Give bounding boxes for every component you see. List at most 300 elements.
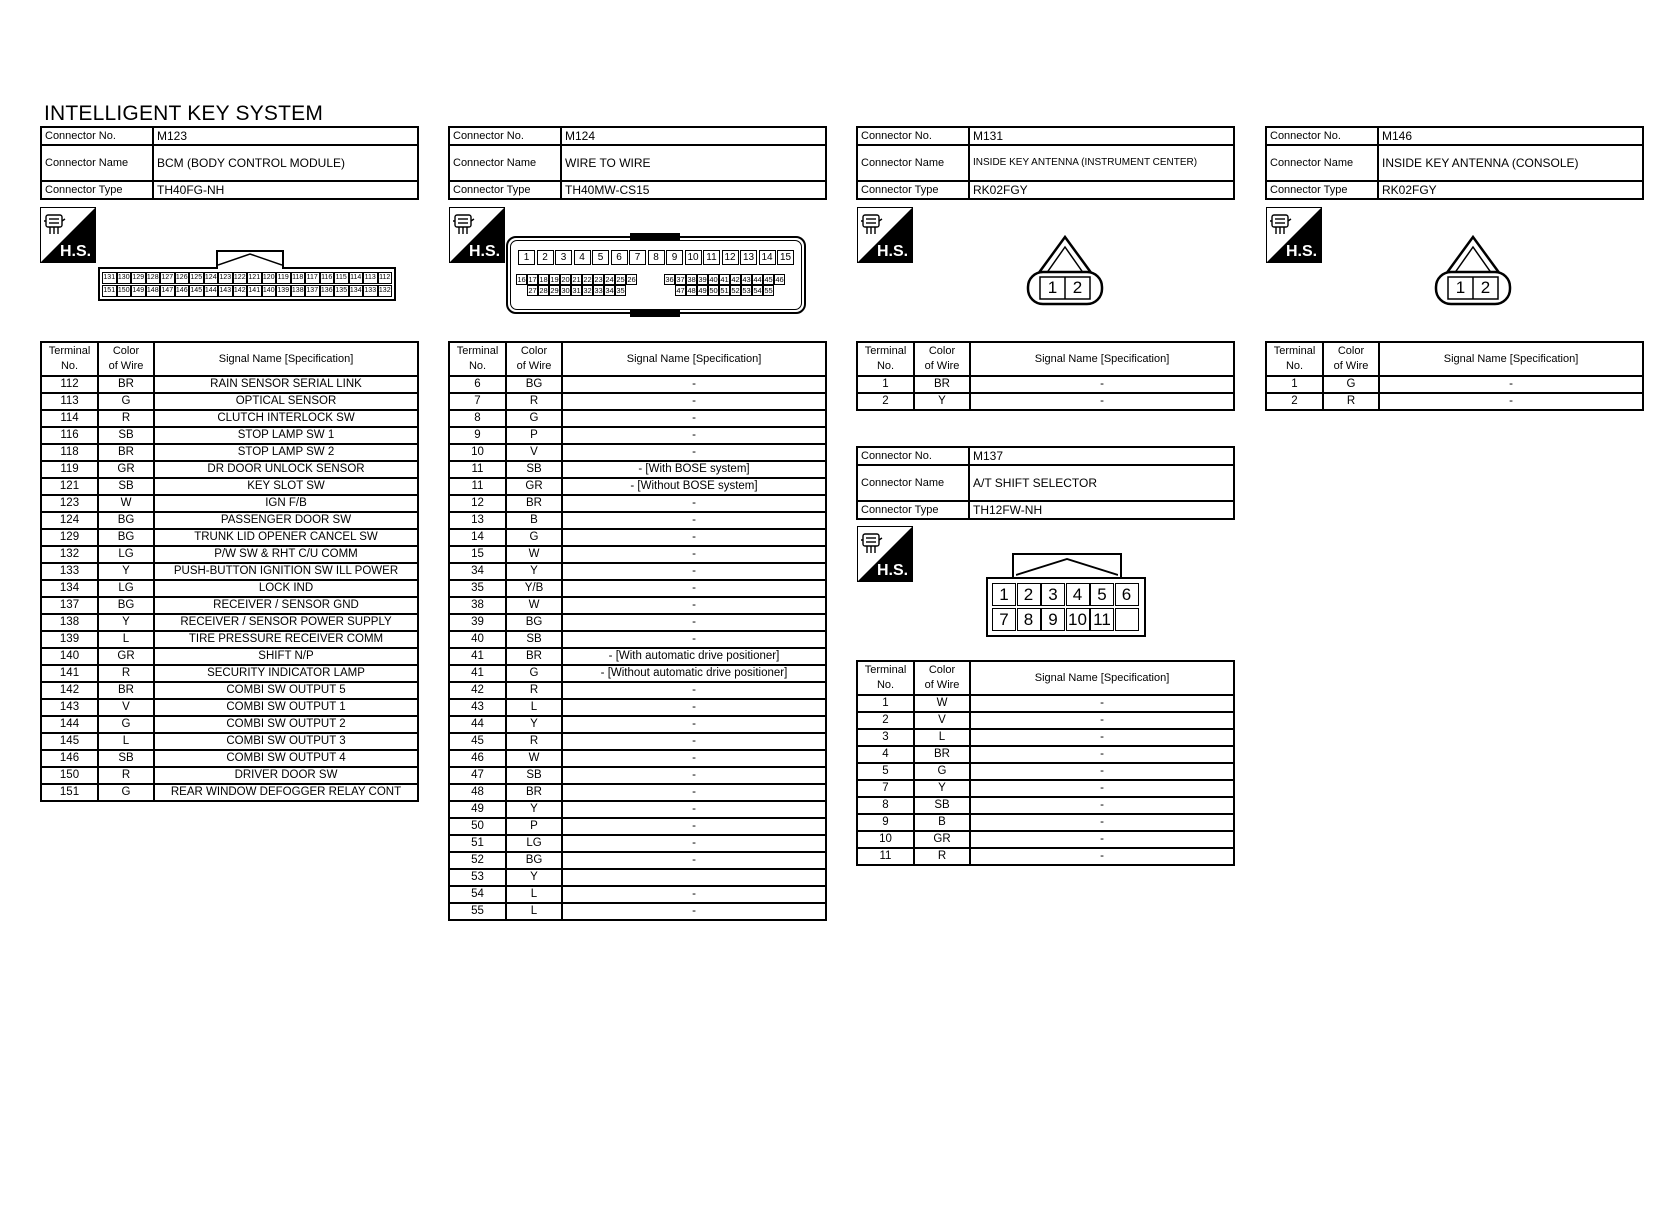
table-row — [449, 665, 826, 682]
signal-name-header: Signal Name [Specification] — [562, 342, 826, 376]
signal-name-cell: - [With automatic drive positioner] — [562, 648, 826, 665]
wire-color-cell: L — [98, 733, 154, 750]
signal-name-cell: - — [562, 903, 826, 920]
signal-name-header: Signal Name [Specification] — [970, 661, 1234, 695]
signal-name-cell: IGN F/B — [154, 495, 418, 512]
wire-color-cell: B — [506, 512, 562, 529]
terminal-no-cell: 11 — [449, 461, 506, 478]
connector-no-value: M124 — [561, 127, 826, 145]
connector-face-m146 — [1434, 234, 1512, 306]
terminal-table-m123 — [40, 341, 419, 802]
wire-color-cell: SB — [506, 461, 562, 478]
pin-cell: 3 — [1041, 583, 1065, 606]
wire-color-cell: R — [98, 767, 154, 784]
table-row — [41, 546, 418, 563]
terminal-no-cell: 1 — [857, 695, 914, 712]
hs-badge-icon — [449, 207, 505, 263]
wire-color-cell: SB — [506, 767, 562, 784]
wire-color-cell: BG — [98, 597, 154, 614]
table-row — [41, 376, 418, 393]
terminal-no-cell: 52 — [449, 852, 506, 869]
pin-cell: 4 — [1066, 583, 1090, 606]
pin-cell: 121 — [247, 272, 262, 284]
table-row — [449, 682, 826, 699]
wire-color-cell: GR — [98, 648, 154, 665]
terminal-no-cell: 141 — [41, 665, 98, 682]
connector-name-label: Connector Name — [449, 145, 561, 181]
connector-type-value: TH40MW-CS15 — [561, 181, 826, 199]
pin-cell: 122 — [233, 272, 248, 284]
terminal-table-m131 — [856, 341, 1235, 411]
pin-cell: 1 — [992, 583, 1016, 606]
connector-name-label: Connector Name — [857, 465, 969, 501]
table-row — [41, 461, 418, 478]
table-row — [449, 750, 826, 767]
wire-color-header: Color of Wire — [914, 342, 970, 376]
wire-color-cell: G — [914, 763, 970, 780]
wire-color-cell: R — [506, 682, 562, 699]
table-row — [857, 729, 1234, 746]
table-row — [41, 478, 418, 495]
pin-cell: 22 — [583, 275, 592, 284]
wire-color-cell: G — [506, 410, 562, 427]
wire-color-cell: V — [506, 444, 562, 461]
table-row — [857, 393, 1234, 410]
table-row — [449, 784, 826, 801]
wire-color-cell: G — [98, 393, 154, 410]
pin-cell: 14 — [759, 250, 776, 265]
pin-cell: 140 — [262, 285, 277, 297]
table-row — [449, 733, 826, 750]
terminal-no-cell: 138 — [41, 614, 98, 631]
table-row — [857, 848, 1234, 865]
terminal-no-cell: 116 — [41, 427, 98, 444]
terminal-no-cell: 5 — [857, 763, 914, 780]
table-row — [449, 869, 826, 886]
wire-color-cell: G — [506, 665, 562, 682]
connector-type-value: TH12FW-NH — [969, 501, 1234, 519]
pin-cell: 142 — [233, 285, 248, 297]
pin-cell: 141 — [247, 285, 262, 297]
terminal-no-cell: 38 — [449, 597, 506, 614]
pin-cell: 29 — [550, 286, 559, 295]
wire-color-cell: P — [506, 427, 562, 444]
table-row — [449, 767, 826, 784]
pin-cell: 47 — [676, 286, 685, 295]
pin-cell: 120 — [262, 272, 277, 284]
pin-cell: 18 — [539, 275, 548, 284]
connector-name-value: WIRE TO WIRE — [561, 145, 826, 181]
terminal-no-cell: 145 — [41, 733, 98, 750]
signal-name-cell: - [With BOSE system] — [562, 461, 826, 478]
wire-color-cell: L — [506, 886, 562, 903]
pin-cell: 37 — [676, 275, 685, 284]
wire-color-cell: L — [506, 903, 562, 920]
signal-name-cell: LOCK IND — [154, 580, 418, 597]
terminal-no-cell: 1 — [1266, 376, 1323, 393]
hs-badge-icon — [857, 526, 913, 582]
wire-color-cell: BG — [506, 614, 562, 631]
table-row — [449, 563, 826, 580]
hs-badge-icon — [1266, 207, 1322, 263]
table-row — [449, 852, 826, 869]
terminal-no-cell: 48 — [449, 784, 506, 801]
table-row — [41, 716, 418, 733]
connector-info-m146 — [1265, 126, 1644, 200]
pin-cell: 15 — [777, 250, 794, 265]
signal-name-cell: - — [562, 393, 826, 410]
signal-name-cell: CLUTCH INTERLOCK SW — [154, 410, 418, 427]
connector-info-m124 — [448, 126, 827, 200]
terminal-no-cell: 124 — [41, 512, 98, 529]
table-row — [449, 410, 826, 427]
signal-name-cell: REAR WINDOW DEFOGGER RELAY CONT — [154, 784, 418, 801]
connector-type-label: Connector Type — [857, 501, 969, 519]
wire-color-cell: L — [98, 631, 154, 648]
pin-cell: 31 — [572, 286, 581, 295]
table-row — [449, 597, 826, 614]
terminal-no-cell: 49 — [449, 801, 506, 818]
pin-cell: 114 — [349, 272, 364, 284]
terminal-no-cell: 113 — [41, 393, 98, 410]
signal-name-cell: - — [562, 818, 826, 835]
terminal-no-cell: 112 — [41, 376, 98, 393]
signal-name-cell: - — [970, 695, 1234, 712]
pin-cell: 132 — [378, 285, 393, 297]
connector-no-value: M137 — [969, 447, 1234, 465]
pin-cell: 11 — [1090, 608, 1114, 631]
signal-name-cell: P/W SW & RHT C/U COMM — [154, 546, 418, 563]
pin-cell: 25 — [616, 275, 625, 284]
wire-color-cell: SB — [98, 478, 154, 495]
table-row — [41, 750, 418, 767]
signal-name-cell: - — [562, 784, 826, 801]
connector-no-label: Connector No. — [857, 127, 969, 145]
terminal-no-cell: 142 — [41, 682, 98, 699]
terminal-no-cell: 2 — [857, 712, 914, 729]
pin-cell: 21 — [572, 275, 581, 284]
terminal-no-header: Terminal No. — [41, 342, 98, 376]
pin-cell: 35 — [616, 286, 625, 295]
pin-cell: 5 — [592, 250, 609, 265]
signal-name-cell — [562, 869, 826, 886]
pin-cell: 11 — [703, 250, 720, 265]
terminal-no-cell: 41 — [449, 648, 506, 665]
terminal-no-cell: 14 — [449, 529, 506, 546]
terminal-no-cell: 53 — [449, 869, 506, 886]
signal-name-cell: - — [970, 729, 1234, 746]
signal-name-cell: - — [562, 852, 826, 869]
signal-name-cell: - — [562, 733, 826, 750]
pin-cell: 38 — [687, 275, 696, 284]
table-row — [449, 444, 826, 461]
wire-color-cell: BR — [506, 495, 562, 512]
signal-name-cell: TIRE PRESSURE RECEIVER COMM — [154, 631, 418, 648]
pin-cell: 41 — [720, 275, 729, 284]
pin-label: 2 — [1480, 278, 1491, 297]
table-row — [857, 797, 1234, 814]
terminal-no-cell: 2 — [857, 393, 914, 410]
terminal-no-cell: 2 — [1266, 393, 1323, 410]
terminal-no-cell: 123 — [41, 495, 98, 512]
wire-color-cell: Y — [506, 716, 562, 733]
pin-cell: 129 — [131, 272, 146, 284]
wire-color-cell: LG — [98, 580, 154, 597]
table-row — [1266, 393, 1643, 410]
signal-name-cell: - — [562, 376, 826, 393]
signal-name-cell: COMBI SW OUTPUT 1 — [154, 699, 418, 716]
signal-name-cell: - — [1379, 393, 1643, 410]
signal-name-cell: - — [562, 886, 826, 903]
signal-name-cell: COMBI SW OUTPUT 3 — [154, 733, 418, 750]
table-row — [449, 716, 826, 733]
wire-color-cell: LG — [506, 835, 562, 852]
terminal-no-cell: 150 — [41, 767, 98, 784]
connector-name-value: BCM (BODY CONTROL MODULE) — [153, 145, 418, 181]
pin-cell: 34 — [605, 286, 614, 295]
wire-color-cell: GR — [98, 461, 154, 478]
terminal-no-cell: 134 — [41, 580, 98, 597]
signal-name-cell: SECURITY INDICATOR LAMP — [154, 665, 418, 682]
wire-color-cell: G — [98, 716, 154, 733]
wire-color-cell: B — [914, 814, 970, 831]
table-row — [41, 410, 418, 427]
pin-label: 2 — [1072, 278, 1083, 297]
wire-color-cell: L — [506, 699, 562, 716]
signal-name-cell: COMBI SW OUTPUT 4 — [154, 750, 418, 767]
signal-name-cell: DRIVER DOOR SW — [154, 767, 418, 784]
pin-cell: 130 — [117, 272, 132, 284]
pin-cell: 113 — [363, 272, 378, 284]
table-row — [449, 614, 826, 631]
pin-cell: 137 — [305, 285, 320, 297]
pin-cell: 45 — [764, 275, 773, 284]
pin-cell: 128 — [146, 272, 161, 284]
signal-name-cell: - — [562, 750, 826, 767]
terminal-no-cell: 139 — [41, 631, 98, 648]
pin-cell: 124 — [204, 272, 219, 284]
signal-name-cell: - — [562, 580, 826, 597]
wire-color-cell: BG — [506, 852, 562, 869]
terminal-no-cell: 9 — [449, 427, 506, 444]
connector-no-value: M131 — [969, 127, 1234, 145]
pin-cell: 131 — [102, 272, 117, 284]
connector-no-label: Connector No. — [857, 447, 969, 465]
pin-cell: 127 — [160, 272, 175, 284]
page-title: INTELLIGENT KEY SYSTEM — [44, 102, 324, 125]
table-row — [857, 746, 1234, 763]
pin-cell: 10 — [685, 250, 702, 265]
pin-cell: 42 — [731, 275, 740, 284]
pin-cell: 49 — [698, 286, 707, 295]
table-row — [449, 529, 826, 546]
table-row — [41, 784, 418, 801]
terminal-no-cell: 54 — [449, 886, 506, 903]
pin-cell: 55 — [764, 286, 773, 295]
wire-color-cell: G — [98, 784, 154, 801]
wire-color-cell: SB — [98, 750, 154, 767]
terminal-no-cell: 114 — [41, 410, 98, 427]
table-row — [41, 699, 418, 716]
signal-name-cell: - — [970, 780, 1234, 797]
terminal-no-cell: 10 — [857, 831, 914, 848]
signal-name-cell: PASSENGER DOOR SW — [154, 512, 418, 529]
table-row — [857, 780, 1234, 797]
signal-name-cell: RECEIVER / SENSOR POWER SUPPLY — [154, 614, 418, 631]
terminal-no-cell: 9 — [857, 814, 914, 831]
terminal-no-cell: 15 — [449, 546, 506, 563]
terminal-no-cell: 11 — [857, 848, 914, 865]
wire-color-cell: V — [98, 699, 154, 716]
terminal-no-cell: 129 — [41, 529, 98, 546]
hs-badge-icon — [857, 207, 913, 263]
terminal-no-header: Terminal No. — [1266, 342, 1323, 376]
pin-cell: 8 — [1017, 608, 1041, 631]
table-row — [41, 495, 418, 512]
signal-name-cell: STOP LAMP SW 1 — [154, 427, 418, 444]
signal-name-cell: - — [562, 444, 826, 461]
terminal-no-cell: 144 — [41, 716, 98, 733]
pin-cell: 53 — [742, 286, 751, 295]
connector-type-label: Connector Type — [1266, 181, 1378, 199]
table-row — [41, 631, 418, 648]
wire-color-cell: Y — [914, 780, 970, 797]
pin-cell: 2 — [1017, 583, 1041, 606]
pin-cell: 2 — [537, 250, 554, 265]
table-row — [41, 512, 418, 529]
signal-name-cell: - — [562, 614, 826, 631]
connector-face-m131 — [1026, 234, 1104, 306]
table-row — [449, 546, 826, 563]
pin-cell: 48 — [687, 286, 696, 295]
terminal-no-cell: 151 — [41, 784, 98, 801]
connector-name-label: Connector Name — [41, 145, 153, 181]
table-row — [41, 682, 418, 699]
wire-color-cell: Y — [506, 801, 562, 818]
terminal-no-cell: 143 — [41, 699, 98, 716]
pin-cell: 119 — [276, 272, 291, 284]
wire-color-cell: Y — [914, 393, 970, 410]
wire-color-cell: Y — [98, 563, 154, 580]
wire-color-cell: Y — [98, 614, 154, 631]
table-row — [857, 695, 1234, 712]
pin-cell: 133 — [363, 285, 378, 297]
pin-cell: 50 — [709, 286, 718, 295]
pin-cell: 52 — [731, 286, 740, 295]
connector-no-label: Connector No. — [41, 127, 153, 145]
hs-badge-label: H.S. — [877, 243, 909, 260]
pin-cell: 5 — [1090, 583, 1114, 606]
terminal-no-cell: 4 — [857, 746, 914, 763]
wire-color-cell: R — [1323, 393, 1379, 410]
terminal-no-cell: 11 — [449, 478, 506, 495]
pin-cell: 19 — [550, 275, 559, 284]
pin-cell: 24 — [605, 275, 614, 284]
wire-color-cell: GR — [914, 831, 970, 848]
pin-cell: 20 — [561, 275, 570, 284]
pin-cell: 33 — [594, 286, 603, 295]
signal-name-cell: - [Without automatic drive positioner] — [562, 665, 826, 682]
pin-cell: 149 — [131, 285, 146, 297]
connector-info-m137 — [856, 446, 1235, 520]
pin-cell: 139 — [276, 285, 291, 297]
terminal-no-cell: 51 — [449, 835, 506, 852]
table-row — [857, 376, 1234, 393]
connector-name-label: Connector Name — [857, 145, 969, 181]
signal-name-cell: - — [970, 848, 1234, 865]
signal-name-cell: - — [970, 831, 1234, 848]
terminal-no-cell: 35 — [449, 580, 506, 597]
pin-cell: 116 — [320, 272, 335, 284]
terminal-no-cell: 118 — [41, 444, 98, 461]
wire-color-cell: BR — [506, 648, 562, 665]
wire-color-header: Color of Wire — [914, 661, 970, 695]
pin-cell: 43 — [742, 275, 751, 284]
table-row — [449, 512, 826, 529]
table-row — [41, 767, 418, 784]
pin-label: 1 — [1455, 278, 1466, 297]
signal-name-cell: - — [562, 767, 826, 784]
signal-name-cell: COMBI SW OUTPUT 5 — [154, 682, 418, 699]
signal-name-cell: - — [970, 712, 1234, 729]
terminal-no-cell: 40 — [449, 631, 506, 648]
table-row — [41, 580, 418, 597]
pin-cell: 26 — [627, 275, 636, 284]
table-row — [449, 631, 826, 648]
pin-cell: 117 — [305, 272, 320, 284]
table-row — [449, 699, 826, 716]
pin-cell: 32 — [583, 286, 592, 295]
terminal-no-header: Terminal No. — [857, 342, 914, 376]
pin-cell: 54 — [753, 286, 762, 295]
connector-type-label: Connector Type — [857, 181, 969, 199]
signal-name-cell: - — [970, 763, 1234, 780]
pin-cell: 36 — [665, 275, 674, 284]
wire-color-cell: Y — [506, 563, 562, 580]
connector-type-value: TH40FG-NH — [153, 181, 418, 199]
pin-cell: 3 — [555, 250, 572, 265]
pin-cell: 138 — [291, 285, 306, 297]
connector-face-m124 — [506, 236, 806, 314]
wire-color-cell: G — [506, 529, 562, 546]
pin-cell: 13 — [740, 250, 757, 265]
connector-name-value: INSIDE KEY ANTENNA (INSTRUMENT CENTER) — [969, 145, 1234, 181]
signal-name-cell: - — [970, 746, 1234, 763]
wire-color-cell: GR — [506, 478, 562, 495]
table-row — [449, 648, 826, 665]
signal-name-cell: - — [562, 699, 826, 716]
terminal-no-cell: 3 — [857, 729, 914, 746]
wire-color-cell: BG — [98, 529, 154, 546]
signal-name-cell: KEY SLOT SW — [154, 478, 418, 495]
pin-cell: 145 — [189, 285, 204, 297]
terminal-no-cell: 146 — [41, 750, 98, 767]
terminal-no-header: Terminal No. — [449, 342, 506, 376]
wire-color-cell: L — [914, 729, 970, 746]
connector-info-m131 — [856, 126, 1235, 200]
pin-cell: 134 — [349, 285, 364, 297]
connector-name-label: Connector Name — [1266, 145, 1378, 181]
signal-name-cell: - — [562, 597, 826, 614]
table-row — [857, 814, 1234, 831]
signal-name-cell: DR DOOR UNLOCK SENSOR — [154, 461, 418, 478]
wire-color-cell: BG — [506, 376, 562, 393]
connector-type-label: Connector Type — [449, 181, 561, 199]
signal-name-header: Signal Name [Specification] — [970, 342, 1234, 376]
terminal-no-cell: 6 — [449, 376, 506, 393]
wire-color-header: Color of Wire — [98, 342, 154, 376]
terminal-no-cell: 13 — [449, 512, 506, 529]
